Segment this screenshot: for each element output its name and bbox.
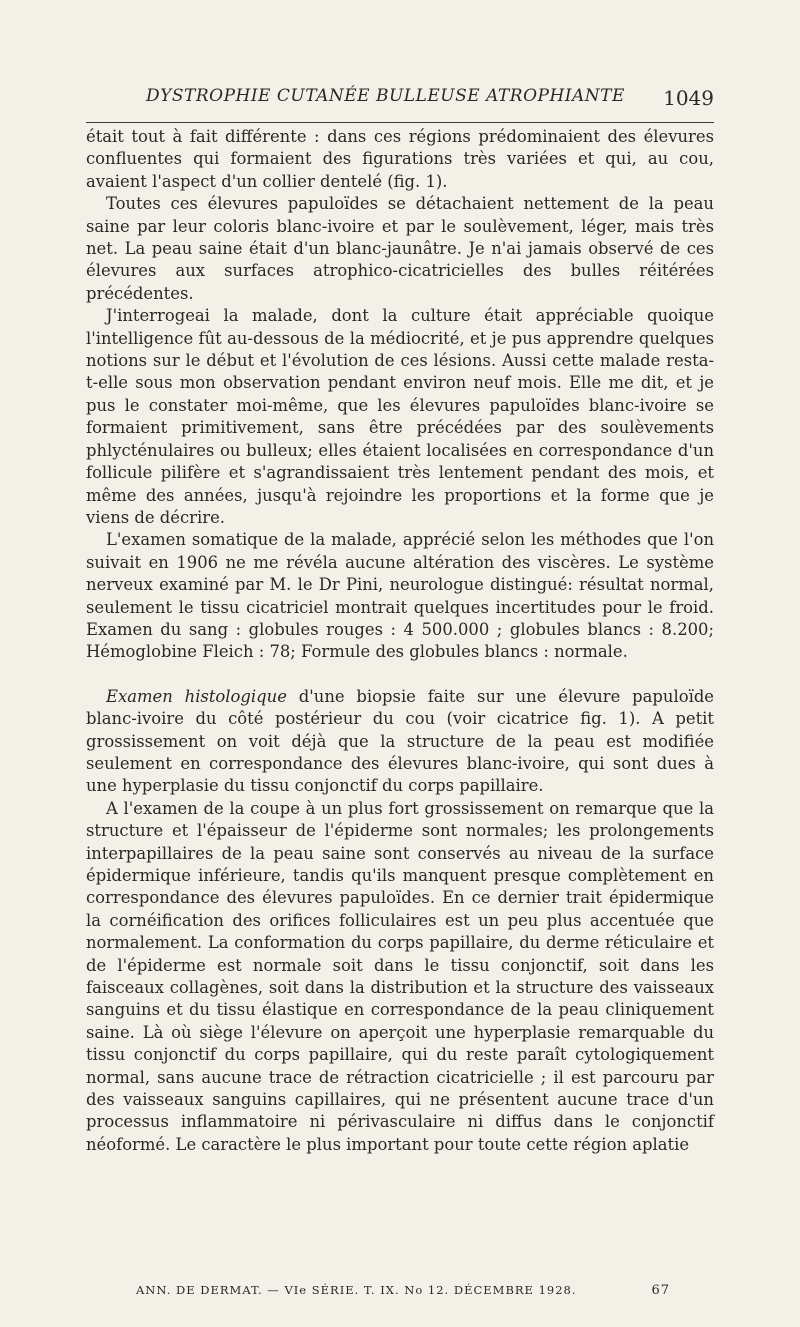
journal-reference: ANN. DE DERMAT. — VIe SÉRIE. T. IX. No 12. DÉCEMBRE 1928.	[136, 1283, 577, 1297]
page-number: 1049	[663, 86, 714, 110]
section-heading: Examen histologique	[106, 686, 287, 706]
article-body	[86, 126, 714, 1156]
running-title: DYSTROPHIE CUTANÉE BULLEUSE ATROPHIANTE	[146, 86, 625, 106]
signature-number: 67	[651, 1283, 670, 1298]
paragraph-4: L'examen somatique de la malade, apprécié selon les méthodes que l'on suivait en 1906 ne me révéla aucune altération des viscères. Le système nerveux examiné par M. le Dr Pini, neurologue distingué: résultat normal, seulement le tissu cicatriciel montrait quelques incertitudes pour le froid. Examen du sang : globules rouges : 4 500.000 ; globules blancs : 8.200; Hémoglobine Fleich : 78; Formule des globules blancs : normale.	[86, 530, 714, 662]
running-header	[86, 78, 714, 118]
paragraph-1: était tout à fait différente : dans ces régions prédominaient des élevures confluentes qui formaient des figurations très variées et qui, au cou, avaient l'aspect d'un collier dentelé (fig. 1).	[86, 127, 714, 191]
paragraph-3: J'interrogeai la malade, dont la culture était appréciable quoique l'intelligence fût au-dessous de la médiocrité, et je pus apprendre quelques notions sur le début et l'évolution de ces lésions. Aussi cette malade resta-t-elle sous mon observation pendant environ neuf mois. Elle me dit, et je pus le constater moi-même, que les élevures papuloïdes blanc-ivoire se formaient primitivement, sans être précédées par des soulèvements phlycténulaires ou bulleux; elles étaient localisées en correspondance d'un follicule pilifère et s'agrandissaient très lentement pendant des mois, et même des années, jusqu'à rejoindre les proportions et la forme que je viens de décrire.	[86, 306, 714, 527]
histology-paragraph-1-text: d'une biopsie faite sur une élevure papuloïde blanc-ivoire du côté postérieur du cou (voir cicatrice fig. 1). A petit grossissement on voit déjà que la structure de la peau est modifiée seulement en correspondance des élevures blanc-ivoire, qui sont dues à une hyperplasie du tissu conjonctif du corps papillaire.	[86, 686, 715, 796]
histology-paragraph-2: A l'examen de la coupe à un plus fort grossissement on remarque que la structure et l'épaisseur de l'épiderme sont normales; les prolongements interpapillaires de la peau saine sont conservés au niveau de la surface épidermique inférieure, tandis qu'ils manquent presque complètement en correspondance des élevures papuloïdes. En ce dernier trait épidermique la cornéification des orifices folliculaires est un peu plus accentuée que normalement. La conformation du corps papillaire, du derme réticulaire et de l'épiderme est normale soit dans le tissu conjonctif, soit dans les faisceaux collagènes, soit dans la distribution et la structure des vaisseaux sanguins et du tissu élastique en correspondance de la peau cliniquement saine. Là où siège l'élevure on aperçoit une hyperplasie remarquable du tissu conjonctif du corps papillaire, qui du reste paraît cytologiquement normal, sans aucune trace de rétraction cicatricielle ; il est parcouru par des vaisseaux sanguins capillaires, qui ne présentent aucune trace d'un processus inflammatoire ni périvasculaire ni diffus dans le conjonctif néoformé. Le caractère le plus important pour toute cette région aplatie	[86, 798, 714, 1154]
header-rule	[86, 122, 714, 123]
histology-paragraph-1	[86, 686, 714, 798]
paragraph-2: Toutes ces élevures papuloïdes se détachaient nettement de la peau saine par leur coloris blanc-ivoire et par le soulèvement, léger, mais très net. La peau saine était d'un blanc-jaunâtre. Je n'ai jamais observé de ces élevures aux surfaces atrophico-cicatricielles des bulles réitérées précédentes.	[86, 194, 714, 303]
